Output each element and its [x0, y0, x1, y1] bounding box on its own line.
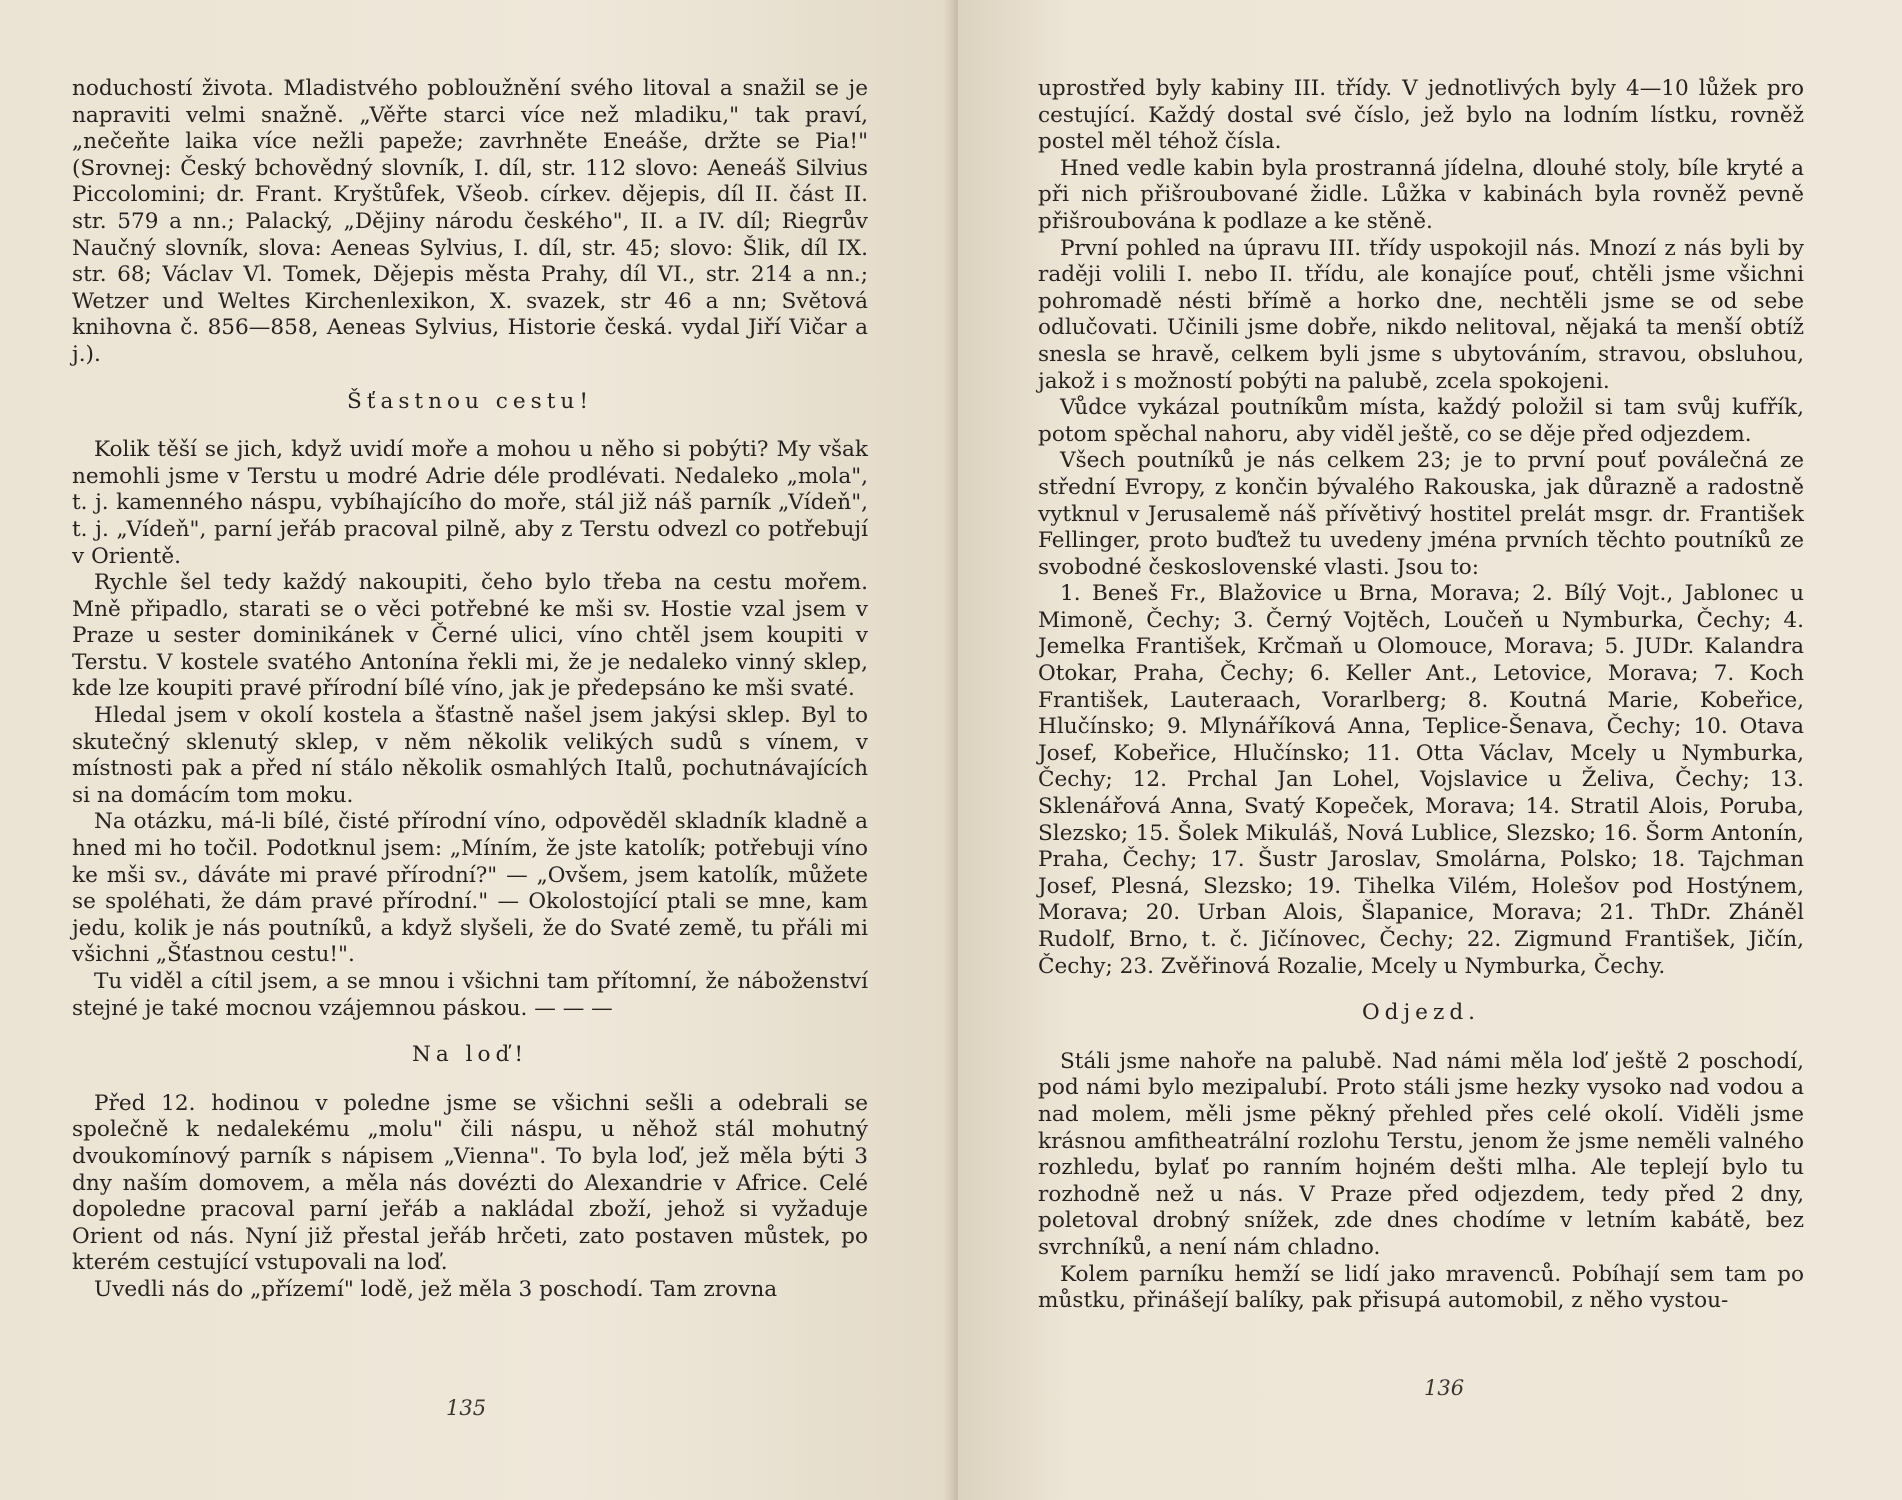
paragraph: Stáli jsme nahoře na palubě. Nad námi měla loď ještě 2 poschodí, pod námi bylo mezipalubí. Proto stáli jsme hezky vysoko nad vodou a nad molem, měli jsme pěkný přehled přes celé okolí. Viděli jsme krásnou amfitheatrální rozlohu Terstu, jenom že jsme neměli valného rozhledu, bylať po ranním hojném dešti mlha. Ale teplejí bylo tu rozhodně než u nás. V Praze před odjezdem, tedy před 2 dny, poletoval drobný snížek, zde dnes chodíme v letním kabátě, bez svrchníků, a není nám chladno.	[1038, 1048, 1804, 1260]
section-heading: Na loď!	[411, 1042, 529, 1068]
paragraph: uprostřed byly kabiny III. třídy. V jednotlivých byly 4—10 lůžek pro cestující. Každý dostal své číslo, jež bylo na lodním lístku, rovněž postel měl téhož čísla.	[1038, 76, 1804, 155]
paragraph: Kolik těší se jich, když uvidí moře a mohou u něho si pobýti? My však nemohli jsme v Terstu u modré Adrie déle prodlévati. Nedaleko „mola", t. j. kamenného náspu, vybíhajícího do moře, stál již náš parník „Vídeň", t. j. „Vídeň", parní jeřáb pracoval pilně, aby z Terstu odvezl co potřebují v Orientě.	[72, 437, 868, 569]
paragraph: noduchostí života. Mladistvého pobloužnění svého litoval a snažil se je napraviti velmi snažně. „Věřte starci více než mladiku," tak praví, „nečeňte laika více nežli papeže; zavrhněte Eneáše, držte se Pia!" (Srovnej: Český bchovědný slovník, I. díl, str. 112 slovo: Aeneáš Silvius Piccolomini; dr. Frant. Kryštůfek, Všeob. církev. dějepis, díl II. část II. str. 579 a nn.; Palacký, „Dějiny národu českého", II. a IV. díl; Riegrův Naučný slovník, slova: Aeneas Sylvius, I. díl, str. 45; slovo: Šlik, díl IX. str. 68; Václav Vl. Tomek, Dějepis města Prahy, díl VI., str. 214 a nn.; Wetzer und Weltes Kirchenlexikon, X. svazek, str 46 a nn; Světová knihovna č. 856—858, Aeneas Sylvius, Historie česká. vydal Jiří Vičar a j.).	[72, 76, 868, 367]
paragraph: Vůdce vykázal poutníkům místa, každý položil si tam svůj kufřík, potom spěchal nahoru, aby viděl ještě, co se děje před odjezdem.	[1038, 395, 1804, 447]
paragraph: Na otázku, má-li bílé, čisté přírodní víno, odpověděl skladník kladně a hned mi ho točil. Podotknul jsem: „Míním, že jste katolík; potřebuji víno ke mši sv., dáváte mi pravé přírodní?" — „Ovšem, jsem katolík, můžete se spoléhati, že dám pravé přírodní." — Okolostojící ptali se mne, kam jedu, kolik je nás poutníků, a když slyšeli, že do Svaté země, tu přáli mi všichni „Šťastnou cestu!".	[72, 809, 868, 968]
paragraph: Hned vedle kabin byla prostranná jídelna, dlouhé stoly, bíle kryté a při nich přišroubované židle. Lůžka v kabinách byla rovněž pevně přišroubována k podlaze a ke stěně.	[1038, 155, 1804, 234]
paragraph: Hledal jsem v okolí kostela a šťastně našel jsem jakýsi sklep. Byl to skutečný sklenutý sklep, v něm několik velikých sudů s vínem, v místnosti pak a před ní stálo několik osmahlých Italů, pochutnávajících si na domácím tom moku.	[72, 703, 868, 808]
paragraph: Rychle šel tedy každý nakoupiti, čeho bylo třeba na cestu mořem. Mně připadlo, starati se o věci potřebné ke mši sv. Hostie vzal jsem v Praze u sester dominikánek v Černé ulici, víno chtěl jsem koupiti v Terstu. V kostele svatého Antonína řekli mi, že je nedaleko vinný sklep, kde lze koupiti pravé přírodní bílé víno, jak je předepsáno ke mši svaté.	[72, 570, 868, 702]
right-page-text	[1038, 76, 1804, 1315]
section-heading: Odjezd.	[1361, 1000, 1481, 1026]
right-page	[958, 0, 1902, 1500]
paragraph: Tu viděl a cítil jsem, a se mnou i všichni tam přítomní, že náboženství stejné je také mocnou vzájemnou páskou. — — —	[72, 969, 868, 1021]
paragraph: První pohled na úpravu III. třídy uspokojil nás. Mnozí z nás byli by raději volili I. nebo II. třídu, ale konajíce pouť, chtěli jsme všichni pohromadě nésti břímě a horko dne, nechtěli jsme se od sebe odlučovati. Učinili jsme dobře, nikdo nelitoval, nějaká ta menší obtíž snesla se hravě, celkem byli jsme s ubytováním, stravou, obsluhou, jakož i s možností pobýti na palubě, zcela spokojeni.	[1038, 235, 1804, 394]
section-heading: Šťastnou cestu!	[347, 388, 593, 414]
paragraph: Kolem parníku hemží se lidí jako mravenců. Pobíhají sem tam po můstku, přinášejí balíky, pak přisupá automobil, z něho vystou-	[1038, 1261, 1804, 1314]
left-page-text	[72, 76, 868, 1304]
paragraph: 1. Beneš Fr., Blažovice u Brna, Morava; 2. Bílý Vojt., Jablonec u Mimoně, Čechy; 3. Černý Vojtěch, Loučeň u Nymburka, Čechy; 4. Jemelka František, Krčmaň u Olomouce, Morava; 5. JUDr. Kalandra Otokar, Praha, Čechy; 6. Keller Ant., Letovice, Morava; 7. Koch František, Lauteraach, Vorarlberg; 8. Koutná Marie, Kobeřice, Hlučínsko; 9. Mlynáříková Anna, Teplice-Šenava, Čechy; 10. Otava Josef, Kobeřice, Hlučínsko; 11. Otta Václav, Mcely u Nymburka, Čechy; 12. Prchal Jan Lohel, Vojslavice u Želiva, Čechy; 13. Sklenářová Anna, Svatý Kopeček, Morava; 14. Stratil Alois, Poruba, Slezsko; 15. Šolek Mikuláš, Nová Lublice, Slezsko; 16. Šorm Antonín, Praha, Čechy; 17. Šustr Jaroslav, Smolárna, Polsko; 18. Tajchman Josef, Plesná, Slezsko; 19. Tihelka Vilém, Holešov pod Hostýnem, Morava; 20. Urban Alois, Šlapanice, Morava; 21. ThDr. Zháněl Rudolf, Brno, t. č. Jičínovec, Čechy; 22. Zigmund František, Jičín, Čechy; 23. Zvěřinová Rozalie, Mcely u Nymburka, Čechy.	[1038, 581, 1804, 979]
paragraph: Před 12. hodinou v poledne jsme se všichni sešli a odebrali se společně k nedalekému „molu" čili náspu, u něhož stál mohutný dvoukomínový parník s nápisem „Vienna". To byla loď, jež měla býti 3 dny naším domovem, a měla nás dovézti do Alexandrie v Africe. Celé dopoledne pracoval parní jeřáb a nakládal zboží, jehož si vyžaduje Orient od nás. Nyní již přestal jeřáb hrčeti, zato postaven můstek, po kterém cestující vstupovali na loď.	[72, 1090, 868, 1276]
paragraph: Uvedli nás do „přízemí" lodě, jež měla 3 poschodí. Tam zrovna	[94, 1276, 778, 1302]
page-number: 136	[1424, 1376, 1465, 1400]
page-number: 135	[446, 1396, 487, 1420]
paragraph: Všech poutníků je nás celkem 23; je to první pouť poválečná ze střední Evropy, z končin bývalého Rakouska, jak důrazně a radostně vytknul v Jerusalemě náš přívětivý hostitel prelát msgr. dr. František Fellinger, proto buďtež tu uvedeny jména prvních těchto poutníků ze svobodné československé vlasti. Jsou to:	[1038, 448, 1804, 580]
